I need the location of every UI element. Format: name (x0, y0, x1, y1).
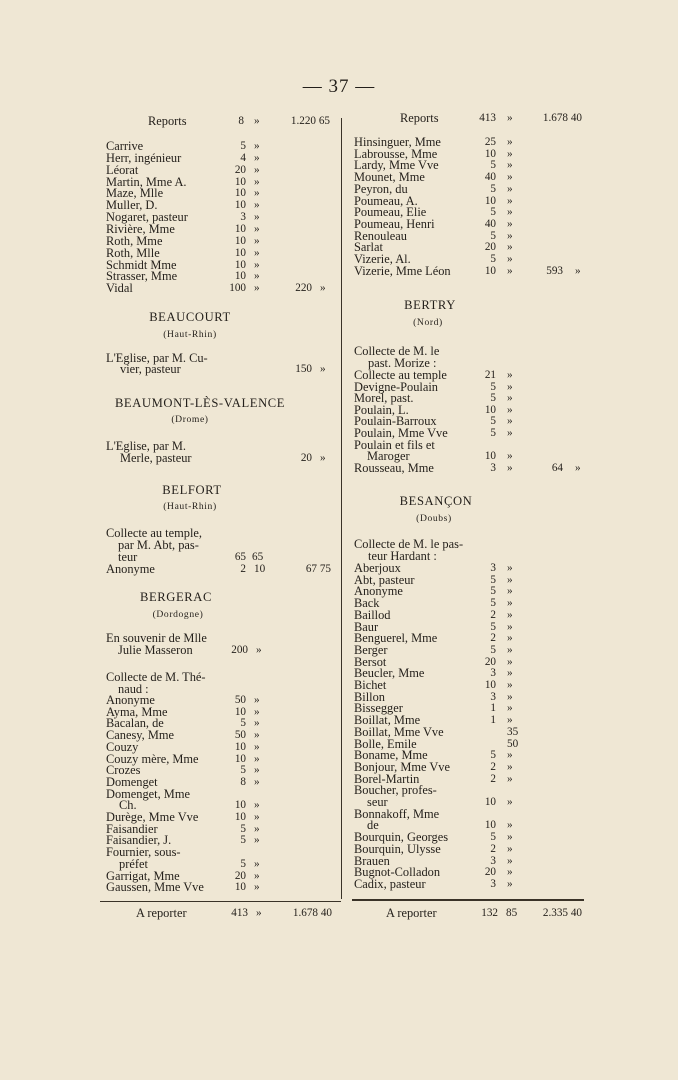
entry-cents: 10 (254, 563, 266, 575)
entry-name: Berger (354, 642, 388, 657)
entry-name: Léorat (106, 162, 139, 177)
entry-amount: 3 (490, 562, 496, 574)
subtotal-amount: 150 (295, 363, 312, 375)
entry-amount: 10 (484, 679, 496, 691)
section-subtitle: (Haut-Rhin) (163, 501, 217, 512)
entry-cents: » (507, 450, 513, 463)
entry-cents: 65 (252, 551, 264, 563)
entry-cents: » (254, 222, 260, 235)
entry-amount: 5 (490, 749, 496, 762)
entry-cents: » (507, 369, 513, 381)
entry-name: Garrigat, Mme (106, 868, 180, 883)
entry-amount: 10 (234, 175, 246, 188)
entry-cents: » (507, 206, 513, 219)
entry-cents: » (254, 869, 260, 882)
entry-amount: 100 (229, 282, 246, 295)
entry-name: Herr, ingénieur (106, 150, 182, 165)
footer-cents: » (256, 907, 262, 919)
entry-name: Anonyme (106, 693, 155, 707)
footer-amount: 132 (481, 907, 498, 919)
subtotal-cents: » (575, 461, 581, 474)
page-number: — 37 — (302, 76, 376, 97)
entry-cents: » (254, 140, 260, 152)
reports-label: Reports (400, 111, 439, 125)
entry-amount: 5 (490, 206, 496, 219)
entry-amount: 5 (490, 182, 496, 195)
entry-name: Canesy, Mme (106, 728, 175, 743)
section-title: BESANÇON (399, 494, 473, 508)
entry-cents: » (254, 834, 260, 847)
subtotal-cents: » (320, 452, 326, 464)
entry-amount: 5 (490, 427, 496, 439)
section-subtitle: (Dordogne) (152, 609, 204, 620)
entry-amount: 10 (484, 264, 496, 277)
entry-name: Labrousse, Mme (354, 146, 438, 161)
entry-name: Bacalan, de (106, 716, 164, 731)
entry-name: Poulain, Mme Vve (354, 426, 448, 440)
subtotal-cents: » (320, 363, 326, 375)
entry-cents: » (507, 415, 513, 428)
entry-name: Beucler, Mme (354, 666, 425, 681)
entry-name: Schmidt Mme (106, 257, 177, 272)
entry-name: Baur (354, 619, 379, 634)
entry-cents: » (507, 772, 513, 785)
entry-cents: » (507, 194, 513, 207)
entry-cents: » (254, 175, 260, 188)
entry-name: Hinsinguer, Mme (354, 135, 441, 149)
entry-cents: » (254, 199, 260, 212)
entry-name: Boillat, Mme (354, 713, 421, 728)
entry-name: Carrive (106, 139, 144, 153)
entry-name: Durège, Mme Vve (106, 810, 199, 824)
entry-cents: » (254, 775, 260, 788)
entry-name: Poumeau, Henri (354, 216, 435, 231)
entry-name: Poulain-Barroux (354, 414, 437, 429)
entry-name: Merle, pasteur (120, 451, 192, 465)
entry-amount: 5 (490, 415, 496, 428)
entry-cents: » (507, 585, 513, 598)
entry-cents: » (254, 799, 260, 812)
entry-amount: 10 (234, 881, 246, 894)
entry-name: Collecte au temple, (106, 526, 202, 540)
entry-cents: » (254, 234, 260, 247)
entry-amount: 5 (490, 831, 496, 844)
entry-name: Ch. (119, 798, 137, 813)
entry-name: Bolle, Emile (354, 736, 417, 751)
reports-total: 1.220 65 (290, 115, 330, 127)
entry-name: Faisandier (106, 821, 158, 836)
entry-name: Faisandier, J. (106, 833, 172, 848)
entry-cents: » (254, 857, 260, 870)
entry-name: préfet (119, 856, 148, 871)
entry-name: Devigne-Poulain (354, 379, 438, 394)
entry-name: Domenget (106, 774, 158, 789)
entry-cents: » (254, 740, 260, 753)
entry-cents: » (507, 877, 513, 890)
entry-name: Vizerie, Mme Léon (354, 263, 451, 278)
entry-cents: » (254, 752, 260, 765)
section-subtitle: (Nord) (413, 317, 443, 328)
entry-name: Bonjour, Mme Vve (354, 759, 450, 774)
footer-rule-left (100, 901, 341, 902)
entry-cents: » (507, 147, 513, 160)
entry-cents: » (254, 163, 260, 176)
entry-amount: 5 (240, 764, 246, 777)
entry-amount: 10 (234, 270, 246, 283)
entry-name: Roth, Mme (106, 233, 163, 248)
entry-name: Bonnakoff, Mme (354, 806, 440, 821)
reports-total: 1.678 40 (542, 112, 582, 124)
entry-name: Maroger (367, 449, 410, 464)
reports-cents: » (254, 115, 260, 127)
reports-label: Reports (148, 114, 187, 128)
entry-amount: 5 (490, 585, 496, 598)
footer-label: A reporter (136, 906, 187, 920)
entry-amount: 21 (484, 369, 496, 381)
entry-name: Boname, Mme (354, 748, 428, 763)
entry-name: Boucher, profes- (354, 783, 437, 798)
entry-cents: » (507, 171, 513, 184)
entry-cents: » (507, 620, 513, 633)
entry-amount: 5 (490, 597, 496, 610)
entry-cents: » (254, 151, 260, 164)
entry-amount: 20 (484, 241, 496, 254)
entry-name: Brauen (354, 853, 390, 868)
entry-name: Vizerie, Al. (354, 252, 411, 266)
entry-name: Collecte de M. le (354, 344, 440, 358)
entry-name: Julie Masseron (118, 643, 193, 657)
entry-cents: » (256, 644, 262, 656)
entry-amount: 25 (484, 136, 496, 148)
entry-name: Baillod (354, 607, 391, 622)
section-subtitle: (Drome) (171, 414, 209, 425)
entry-name: Strasser, Mme (106, 269, 178, 284)
entry-amount: 3 (240, 211, 246, 224)
entry-amount: 200 (231, 644, 248, 656)
entry-name: Aberjoux (354, 561, 401, 575)
entry-cents: » (507, 136, 513, 148)
entry-amount: 10 (234, 740, 246, 753)
entry-name: past. Morize : (368, 356, 437, 370)
entry-cents: » (507, 159, 513, 172)
entry-name: Bichet (354, 678, 387, 692)
entry-name: En souvenir de Mlle (106, 631, 207, 645)
entry-cents: » (254, 246, 260, 259)
entry-amount: 4 (240, 151, 246, 164)
entry-cents: » (507, 679, 513, 691)
section-title: BERTRY (404, 298, 456, 312)
entry-name: Back (354, 596, 380, 611)
entry-name: Poulain et fils et (354, 437, 435, 452)
entry-amount: 2 (490, 842, 496, 855)
entry-amount: 50 (234, 694, 246, 706)
entry-amount: 10 (484, 450, 496, 463)
entry-cents: 50 (507, 737, 519, 750)
entry-amount: 2 (490, 608, 496, 621)
entry-amount: 2 (240, 563, 246, 575)
entry-name: Poumeau, Elie (354, 205, 427, 220)
entry-cents: » (507, 562, 513, 574)
entry-amount: 50 (234, 729, 246, 742)
footer-label: A reporter (386, 906, 437, 920)
entry-amount: 5 (490, 229, 496, 242)
entry-cents: » (507, 229, 513, 242)
entry-name: Bissegger (354, 701, 403, 716)
entry-amount: 5 (490, 392, 496, 405)
entry-cents: » (507, 608, 513, 621)
entry-amount: 5 (490, 620, 496, 633)
entry-cents: » (507, 854, 513, 867)
entry-amount: 10 (484, 403, 496, 416)
entry-name: Bourquin, Georges (354, 830, 449, 845)
entry-cents: » (507, 573, 513, 586)
entry-name: Borel-Martin (354, 771, 420, 786)
entry-amount: 1 (490, 714, 496, 727)
entry-cents: » (254, 717, 260, 730)
entry-cents: » (254, 822, 260, 835)
footer-total: 2.335 40 (542, 907, 582, 919)
entry-name: teur Hardant : (368, 549, 437, 563)
entry-cents: » (507, 182, 513, 195)
entry-cents: » (507, 655, 513, 668)
entry-amount: 10 (484, 194, 496, 207)
entry-cents: » (507, 597, 513, 610)
entry-amount: 5 (490, 159, 496, 172)
entry-amount: 3 (490, 461, 496, 474)
entry-name: Anonyme (354, 584, 403, 599)
entry-cents: » (507, 643, 513, 656)
entry-amount: 10 (234, 258, 246, 271)
entry-cents: » (507, 241, 513, 254)
reports-amount: 8 (238, 115, 244, 127)
entry-cents: » (507, 749, 513, 762)
entry-cents: » (507, 264, 513, 277)
entry-amount: 10 (234, 705, 246, 718)
entry-cents: » (507, 403, 513, 416)
entry-name: Bugnot-Colladon (354, 865, 441, 880)
entry-cents: » (507, 690, 513, 703)
entry-cents: » (254, 211, 260, 224)
entry-name: Abt, pasteur (354, 572, 415, 587)
footer-amount: 413 (231, 907, 248, 919)
entry-name: Boillat, Mme Vve (354, 724, 444, 739)
entry-name: Maze, Mlle (106, 186, 164, 201)
footer-cents: 85 (506, 907, 518, 919)
entry-name: Lardy, Mme Vve (354, 158, 439, 173)
entry-amount: 20 (484, 655, 496, 668)
entry-amount: 5 (240, 822, 246, 835)
entry-amount: 2 (490, 760, 496, 773)
subtotal-amount: 67 75 (305, 563, 331, 575)
entry-amount: 10 (234, 811, 246, 823)
entry-name: Collecte au temple (354, 368, 447, 382)
subtotal-cents: » (320, 282, 326, 295)
entry-amount: 10 (234, 199, 246, 212)
entry-amount: 10 (484, 147, 496, 160)
entry-name: de (367, 818, 379, 833)
entry-cents: » (507, 702, 513, 715)
entry-cents: » (254, 187, 260, 200)
entry-name: Couzy (106, 739, 139, 754)
entry-name: Poumeau, A. (354, 193, 418, 208)
entry-cents: » (507, 253, 513, 265)
entry-name: Poulain, L. (354, 402, 409, 417)
entry-name: Gaussen, Mme Vve (106, 880, 204, 895)
entry-amount: 20 (234, 163, 246, 176)
entry-amount: 40 (484, 171, 496, 184)
entry-name: Rivière, Mme (106, 221, 175, 236)
reports-amount: 413 (479, 112, 496, 124)
entry-name: vier, pasteur (120, 362, 181, 376)
entry-amount: 10 (484, 796, 496, 808)
entry-cents: » (254, 258, 260, 271)
entry-cents: » (507, 714, 513, 727)
entry-name: Crozes (106, 763, 141, 778)
entry-amount: 3 (490, 690, 496, 703)
entry-name: par M. Abt, pas- (118, 538, 199, 552)
entry-name: Rousseau, Mme (354, 460, 434, 475)
entry-name: Couzy mère, Mme (106, 751, 199, 766)
entry-name: Vidal (106, 281, 133, 296)
entry-amount: 1 (490, 702, 496, 715)
entry-name: Morel, past. (354, 391, 414, 406)
entry-cents: » (254, 705, 260, 718)
entry-amount: 3 (490, 667, 496, 680)
entry-amount: 65 (234, 551, 246, 563)
reports-cents: » (507, 112, 513, 124)
entry-cents: » (254, 764, 260, 777)
entry-cents: » (507, 380, 513, 393)
section-title: BELFORT (162, 483, 222, 497)
entry-name: Bourquin, Ulysse (354, 841, 441, 856)
entry-name: Muller, D. (106, 198, 158, 213)
entry-amount: 5 (490, 573, 496, 586)
entry-amount: 10 (234, 222, 246, 235)
entry-name: Collecte de M. Thé- (106, 670, 206, 684)
subtotal-amount: 593 (546, 264, 563, 277)
entry-amount: 5 (490, 380, 496, 393)
section-subtitle: (Doubs) (416, 513, 452, 524)
entry-cents: » (507, 667, 513, 680)
entry-name: L'Eglise, par M. (106, 439, 187, 453)
entry-amount: 10 (234, 234, 246, 247)
entry-name: L'Eglise, par M. Cu- (106, 351, 208, 365)
entry-name: Bersot (354, 654, 387, 669)
entry-name: Sarlat (354, 240, 383, 255)
section-title: BEAUCOURT (149, 310, 231, 324)
section-title: BEAUMONT-LÈS-VALENCE (114, 396, 286, 410)
entry-amount: 3 (490, 877, 496, 890)
entry-amount: 20 (234, 869, 246, 882)
entry-cents: » (507, 831, 513, 844)
entry-amount: 10 (234, 752, 246, 765)
subtotal-cents: » (575, 264, 581, 277)
entry-name: naud : (118, 682, 149, 696)
section-title: BERGERAC (140, 590, 212, 604)
entry-name: Benguerel, Mme (354, 631, 438, 646)
entry-cents: » (507, 461, 513, 474)
entry-cents: » (507, 760, 513, 773)
entry-name: Anonyme (106, 562, 155, 576)
entry-cents: » (254, 270, 260, 283)
subtotal-amount: 20 (300, 452, 312, 464)
entry-cents: » (254, 282, 260, 295)
entry-amount: 40 (484, 217, 496, 230)
entry-amount: 2 (490, 772, 496, 785)
entry-amount: 5 (240, 140, 246, 152)
entry-amount: 5 (490, 253, 496, 265)
entry-amount: 3 (490, 854, 496, 867)
entry-name: Fournier, sous- (106, 845, 181, 860)
entry-amount: 8 (240, 775, 246, 788)
entry-cents: » (507, 392, 513, 405)
entry-cents: » (507, 796, 513, 808)
entry-name: teur (118, 550, 138, 564)
entry-name: Roth, Mlle (106, 245, 160, 260)
entry-name: Ayma, Mme (106, 704, 168, 719)
entry-amount: 5 (240, 834, 246, 847)
entry-cents: » (254, 881, 260, 894)
entry-cents: » (507, 866, 513, 879)
column-divider (341, 118, 342, 899)
entry-cents: » (507, 819, 513, 832)
entry-amount: 5 (240, 717, 246, 730)
entry-name: seur (367, 795, 388, 809)
entry-name: Martin, Mme A. (106, 174, 187, 189)
entry-name: Domenget, Mme (106, 786, 190, 801)
entry-name: Billon (354, 689, 385, 704)
entry-cents: » (507, 842, 513, 855)
section-subtitle: (Haut-Rhin) (163, 329, 217, 340)
entry-cents: » (254, 811, 260, 823)
entry-amount: 10 (234, 799, 246, 812)
entry-cents: » (507, 632, 513, 645)
entry-name: Nogaret, pasteur (106, 210, 188, 225)
entry-cents: » (254, 729, 260, 742)
subtotal-amount: 64 (551, 461, 563, 474)
entry-amount: 2 (490, 632, 496, 645)
entry-cents: » (507, 427, 513, 439)
entry-amount: 10 (234, 187, 246, 200)
entry-amount: 10 (234, 246, 246, 259)
entry-name: Collecte de M. le pas- (354, 537, 464, 551)
entry-cents: 35 (507, 725, 519, 738)
footer-total: 1.678 40 (292, 907, 332, 919)
entry-amount: 5 (490, 643, 496, 656)
entry-name: Mounet, Mme (354, 170, 425, 185)
subtotal-amount: 220 (295, 282, 312, 295)
entry-name: Peyron, du (354, 181, 408, 196)
entry-name: Cadix, pasteur (354, 876, 426, 891)
entry-amount: 10 (484, 819, 496, 832)
entry-cents: » (507, 217, 513, 230)
entry-name: Renouleau (354, 228, 407, 243)
entry-cents: » (254, 694, 260, 706)
entry-amount: 5 (240, 857, 246, 870)
footer-rule-right (352, 899, 584, 901)
entry-amount: 20 (484, 866, 496, 879)
